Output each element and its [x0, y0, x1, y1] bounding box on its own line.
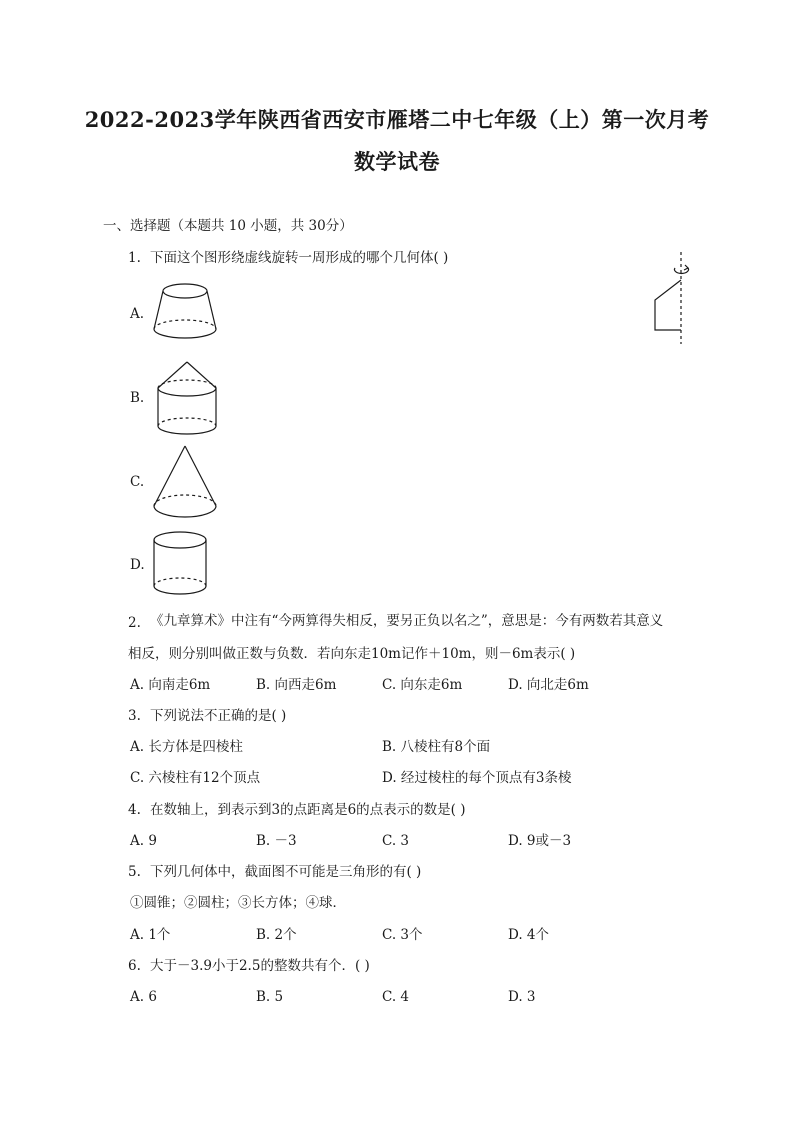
question-stem: 在数轴上，到表示到3的点距离是6的点表示的数是( ) [150, 802, 466, 818]
question-stem: 下面这个图形绕虚线旋转一周形成的哪个几何体( ) [150, 250, 449, 266]
option-b: B. 八棱柱有8个面 [382, 739, 491, 755]
option-d: D. 4个 [508, 927, 550, 943]
question-number: 2. [128, 615, 141, 631]
option-a: A. 长方体是四棱柱 [130, 739, 243, 755]
option-b: B. 5 [256, 989, 284, 1005]
question-number: 3. [128, 708, 141, 724]
option-a: A. 6 [130, 989, 157, 1005]
question-stem: 下列几何体中，截面图不可能是三角形的有( ) [150, 864, 422, 880]
option-d: D. 9或－3 [508, 833, 572, 849]
frustum-icon [150, 282, 220, 346]
question-number: 1. [128, 250, 141, 266]
option-a: A. 1个 [130, 927, 171, 943]
option-c: C. 向东走6m [382, 677, 463, 693]
option-c: C. 4 [382, 989, 410, 1005]
option-d: D. 经过棱柱的每个顶点有3条棱 [382, 770, 572, 786]
option-label: D. [130, 557, 145, 573]
question-stem: 下列说法不正确的是( ) [150, 708, 287, 724]
option-d: D. 3 [508, 989, 536, 1005]
option-b: B. 向西走6m [256, 677, 337, 693]
question-number: 6. [128, 958, 141, 974]
option-label: A. [130, 306, 145, 322]
page-subtitle: 数学试卷 [354, 149, 440, 174]
option-d: D. 向北走6m [508, 677, 589, 693]
cylinder-icon [150, 530, 210, 600]
question-stem: 大于－3.9小于2.5的整数共有个．( ) [150, 958, 370, 974]
option-b: B. 2个 [256, 927, 297, 943]
option-label: C. [130, 474, 145, 490]
option-c: C. 六棱柱有12个顶点 [130, 770, 261, 786]
cylinder-with-cone-icon [154, 358, 220, 438]
question-stem: 相反，则分别叫做正数与负数．若向东走10m记作＋10m，则－6m表示( ) [128, 646, 576, 662]
cone-icon [150, 444, 220, 524]
question-stem: 《九章算术》中注有“今两算得失相反，要另正负以名之”，意思是：今有两数若其意义 [150, 613, 664, 629]
option-b: B. －3 [256, 833, 297, 849]
option-a: A. 9 [130, 833, 157, 849]
page-title: 2022-2023学年陕西省西安市雁塔二中七年级（上）第一次月考 [84, 107, 710, 132]
question-subtext: ①圆锥；②圆柱；③长方体；④球． [130, 895, 346, 911]
question-number: 5. [128, 864, 141, 880]
rotation-shape-icon [648, 252, 698, 346]
option-c: C. 3 [382, 833, 410, 849]
question-number: 4. [128, 802, 141, 818]
option-label: B. [130, 390, 145, 406]
option-a: A. 向南走6m [130, 677, 211, 693]
section-heading: 一、选择题（本题共 10 小题，共 30分） [103, 218, 353, 234]
option-c: C. 3个 [382, 927, 423, 943]
